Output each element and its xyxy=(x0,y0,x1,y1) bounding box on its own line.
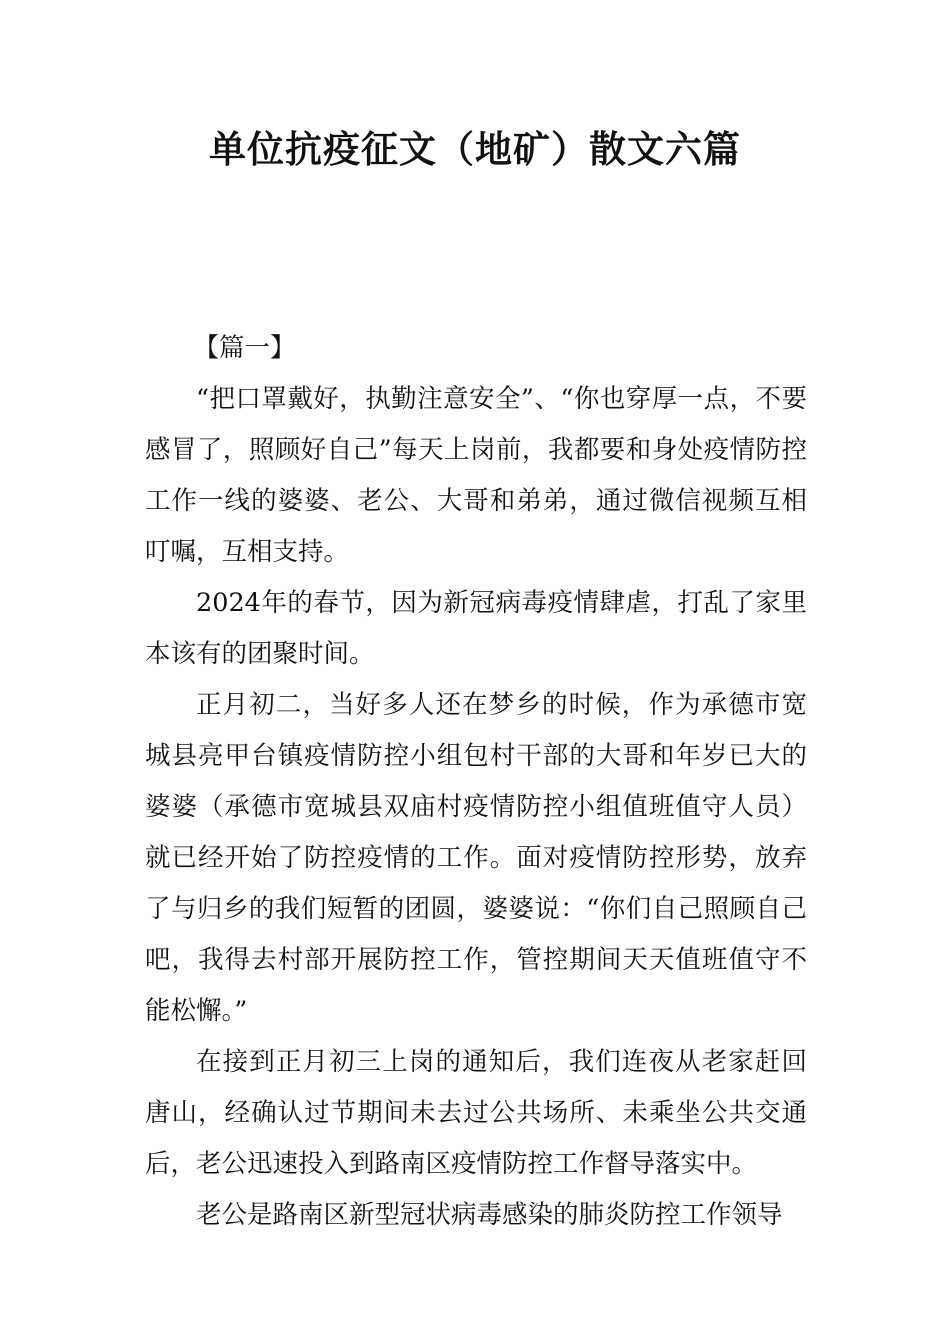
document-body xyxy=(145,323,807,1241)
paragraph-1: “把口罩戴好，执勤注意安全”、“你也穿厚一点，不要感冒了，照顾好自己”每天上岗前，我都要和身处疫情防控工作一线的婆婆、老公、大哥和弟弟，通过微信视频互相叮嘱，互相支持。 xyxy=(145,384,807,567)
section-label: 【篇一】 xyxy=(193,333,296,363)
paragraph-5: 老公是路南区新型冠状病毒感染的肺炎防控工作领导 xyxy=(196,1200,783,1230)
paragraph-2: 2024年的春节，因为新冠病毒疫情肆虐，打乱了家里本该有的团聚时间。 xyxy=(145,588,807,669)
paragraph-4: 在接到正月初三上岗的通知后，我们连夜从老家赶回唐山，经确认过节期间未去过公共场所、未乘坐公共交通后，老公迅速投入到路南区疫情防控工作督导落实中。 xyxy=(145,1047,807,1179)
paragraph-3: 正月初二，当好多人还在梦乡的时候，作为承德市宽城县亮甲台镇疫情防控小组包村干部的大哥和年岁已大的婆婆（承德市宽城县双庙村疫情防控小组值班值守人员）就已经开始了防控疫情的工作。面对疫情防控形势，放弃了与归乡的我们短暂的团圆，婆婆说：“你们自己照顾自己吧，我得去村部开展防控工作，管控期间天天值班值守不能松懈。” xyxy=(145,690,807,1026)
document-title: 单位抗疫征文（地矿）散文六篇 xyxy=(209,128,741,171)
